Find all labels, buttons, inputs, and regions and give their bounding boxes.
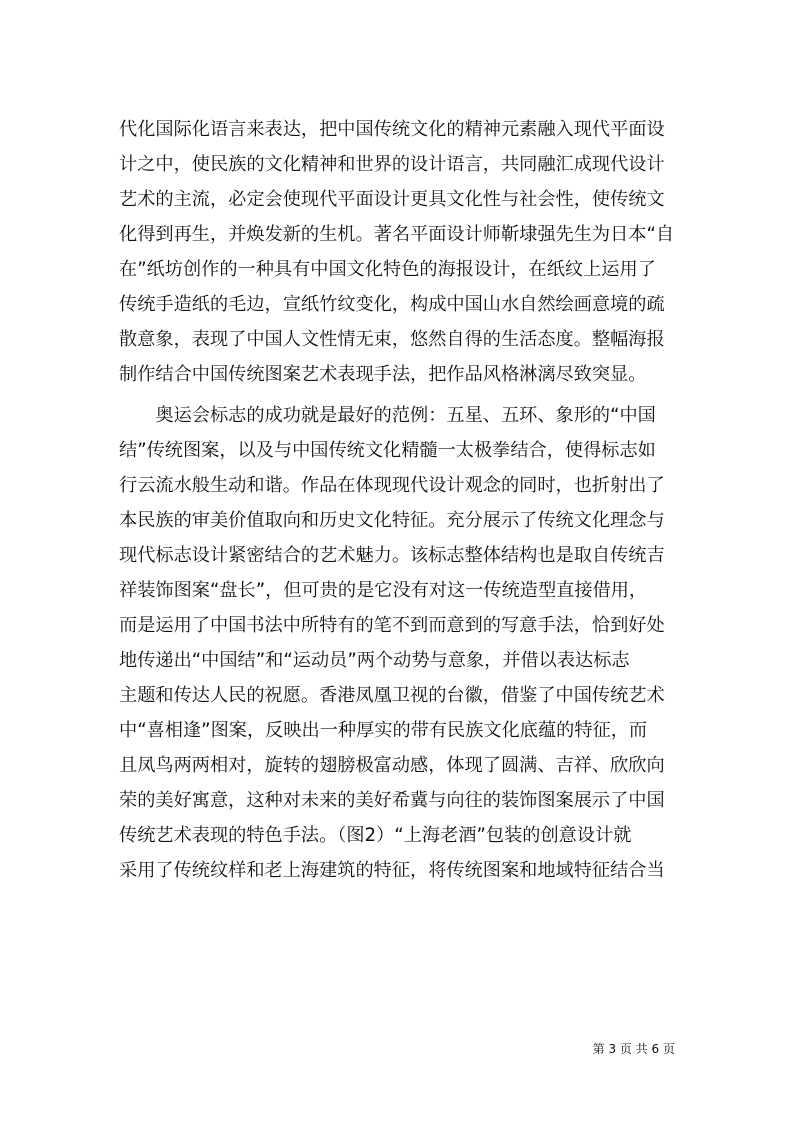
text-line: 主题和传达人民的祝愿。香港凤凰卫视的台徽，借鉴了中国传统艺术 [119, 685, 665, 706]
text-line: 化得到再生，并焕发新的生机。著名平面设计师靳埭强先生为日本“自 [119, 224, 675, 245]
text-line: 艺术的主流，必定会使现代平面设计更具文化性与社会性，使传统文 [119, 189, 665, 210]
text-line: 而是运用了中国书法中所特有的笔不到而意到的写意手法，恰到好处 [119, 615, 665, 636]
text-line: 采用了传统纹样和老上海建筑的特征，将传统图案和地域特征结合当 [119, 860, 665, 881]
page-number: 第 3 页 共 6 页 [592, 1042, 675, 1056]
text-line: 传统手造纸的毛边，宣纸竹纹变化，构成中国山水自然绘画意境的疏 [119, 294, 665, 315]
text-line: 行云流水般生动和谐。作品在体现现代设计观念的同时，也折射出了 [119, 475, 665, 496]
text-line: 计之中，使民族的文化精神和世界的设计语言，共同融汇成现代设计 [119, 154, 665, 175]
text-line: 奥运会标志的成功就是最好的范例：五星、五环、象形的“中国 [119, 405, 656, 426]
text-line: 本民族的审美价值取向和历史文化特征。充分展示了传统文化理念与 [119, 510, 665, 531]
text-line: 制作结合中国传统图案艺术表现手法，把作品风格淋漓尽致突显。 [119, 364, 647, 385]
text-line: 传统艺术表现的特色手法。（图2）“上海老酒”包装的创意设计就 [119, 825, 632, 846]
text-line: 且凤鸟两两相对，旋转的翅膀极富动感，体现了圆满、吉祥、欣欣向 [119, 755, 665, 776]
text-line: 代化国际化语言来表达，把中国传统文化的精神元素融入现代平面设 [119, 119, 665, 140]
text-line: 在”纸坊创作的一种具有中国文化特色的海报设计，在纸纹上运用了 [119, 259, 656, 280]
text-line: 地传递出“中国结”和“运动员”两个动势与意象，并借以表达标志 [119, 650, 630, 671]
text-line: 荣的美好寓意，这种对未来的美好希冀与向往的装饰图案展示了中国 [119, 790, 665, 811]
text-line: 散意象，表现了中国人文性情无束，悠然自得的生活态度。整幅海报 [119, 329, 665, 350]
text-line: 中“喜相逢”图案，反映出一种厚实的带有民族文化底蕴的特征，而 [119, 720, 648, 741]
text-line: 结”传统图案，以及与中国传统文化精髓一太极拳结合，使得标志如 [119, 440, 656, 461]
text-line: 祥装饰图案“盘长”，但可贵的是它没有对这一传统造型直接借用， [119, 580, 648, 601]
text-line: 现代标志设计紧密结合的艺术魅力。该标志整体结构也是取自传统吉 [119, 545, 665, 566]
